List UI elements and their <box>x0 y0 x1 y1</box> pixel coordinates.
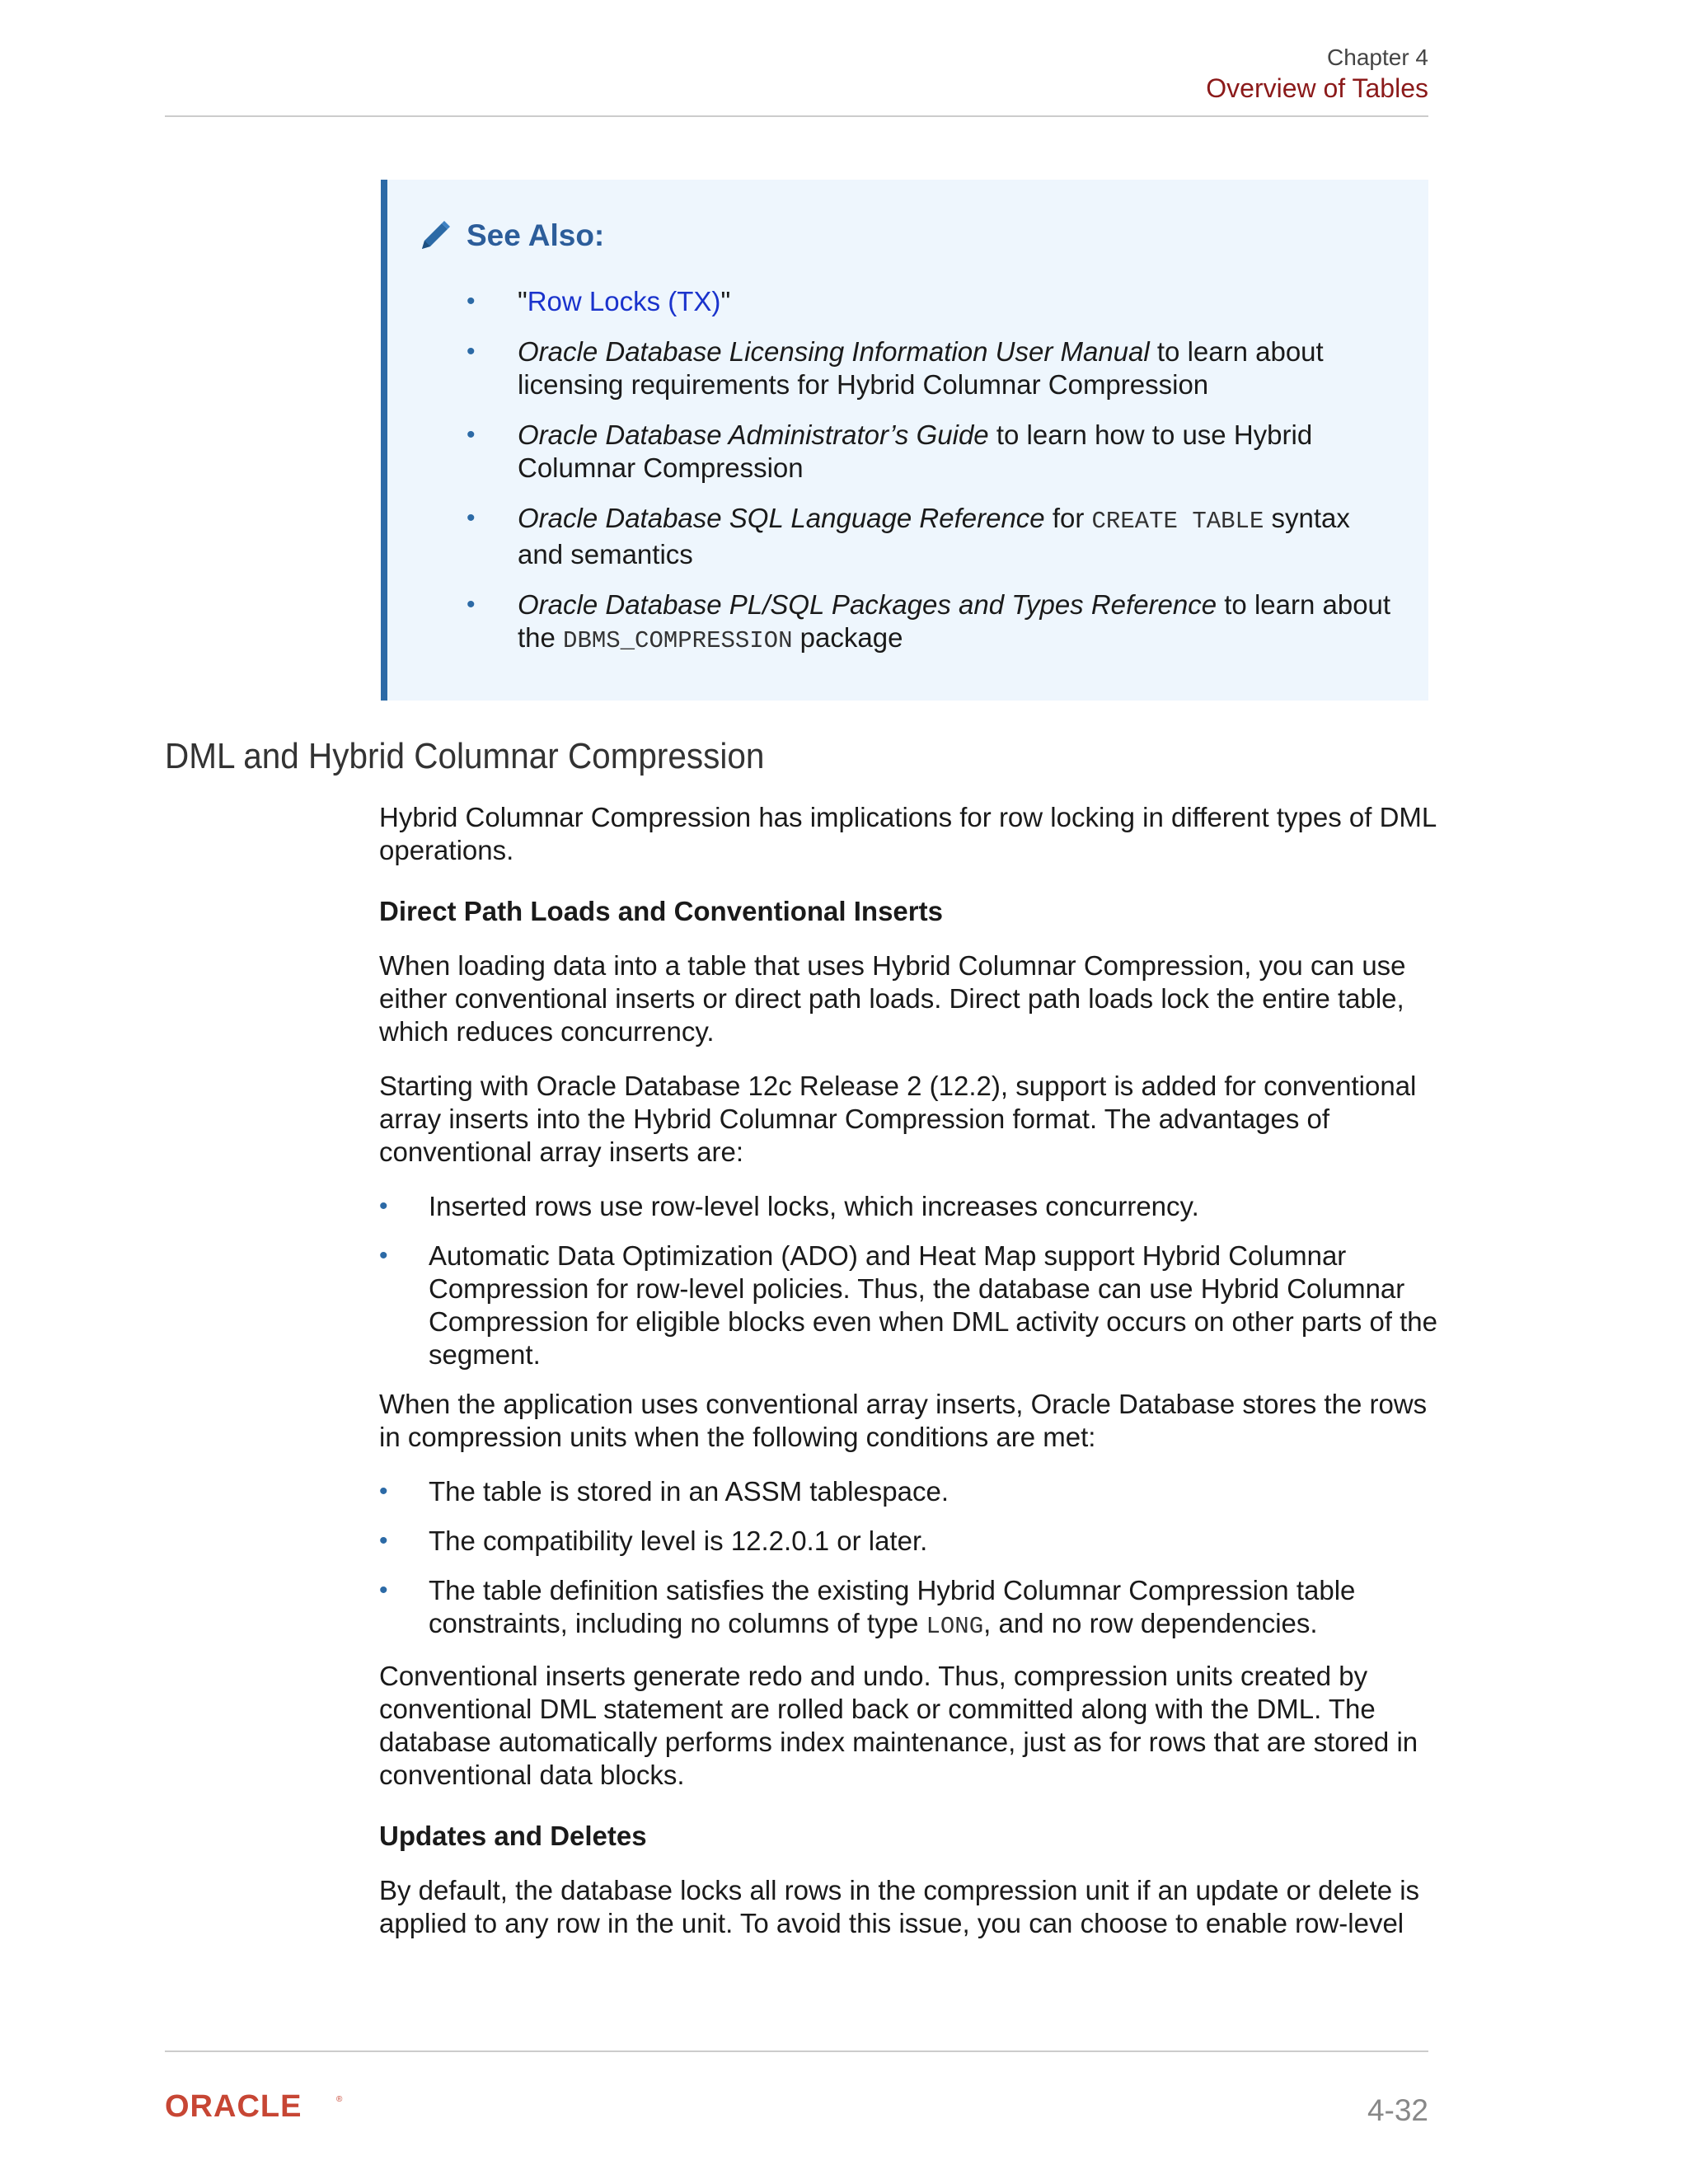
bullet-icon: • <box>467 591 476 618</box>
see-also-item: • Oracle Database Administrator’s Guide to learn how to use Hybrid Columnar Compression <box>467 419 1313 483</box>
see-also-item: • Oracle Database PL/SQL Packages and Types Reference to learn about the DBMS_COMPRESSION package <box>467 589 1391 654</box>
list-item: • Automatic Data Optimization (ADO) and Heat Map support Hybrid Columnar Compression for row-level policies. Thus, the database can use Hybrid Columnar Compression for eligible blocks even when DML activity occurs on other parts of the segment. <box>379 1240 1438 1370</box>
subheading: Updates and Deletes <box>379 1821 647 1851</box>
row-locks-link[interactable]: Row Locks (TX) <box>527 286 721 316</box>
section-title: DML and Hybrid Columnar Compression <box>165 736 765 776</box>
see-also-box <box>381 180 1428 701</box>
bullet-icon: • <box>467 421 476 448</box>
bullet-icon: • <box>467 504 476 532</box>
book-title: Oracle Database SQL Language Reference <box>518 503 1045 533</box>
chapter-title: Overview of Tables <box>1206 73 1428 103</box>
conditions-list <box>379 1475 1438 1643</box>
paragraph: When loading data into a table that uses Hybrid Columnar Compression, you can use either conventional inserts or direct path loads. Direct path loads lock the entire table, which reduces concurrency. <box>379 950 1406 1047</box>
book-title: Oracle Database Administrator’s Guide <box>518 419 989 450</box>
paragraph: When the application uses conventional array inserts, Oracle Database stores the rows in compression units when the following conditions are met: <box>379 1389 1428 1452</box>
see-also-item: • Oracle Database Licensing Information User Manual to learn about licensing requirements for Hybrid Columnar Compression <box>467 336 1324 400</box>
list-item: • Inserted rows use row-level locks, which increases concurrency. <box>379 1191 1199 1221</box>
paragraph: By default, the database locks all rows in the compression unit if an update or delete is applied to any row in the unit. To avoid this issue, you can choose to enable row-level <box>379 1875 1420 1938</box>
bullet-icon: • <box>379 1577 388 1604</box>
code-text: LONG <box>926 1613 984 1640</box>
list-item: • The table is stored in an ASSM tablespace. <box>379 1476 950 1507</box>
bullet-icon: • <box>379 1193 388 1220</box>
see-also-list <box>387 285 1426 675</box>
oracle-logo <box>165 2092 346 2125</box>
code-text: DBMS_COMPRESSION <box>563 627 793 654</box>
bullet-icon: • <box>379 1478 388 1505</box>
book-title: Oracle Database PL/SQL Packages and Types Reference <box>518 589 1217 620</box>
paragraph: Conventional inserts generate redo and undo. Thus, compression units created by conventional DML statement are rolled back or committed along with the DML. The database automatically performs index maintenance, just as for rows that are stored in conventional data blocks. <box>379 1661 1418 1790</box>
see-also-item: • "Row Locks (TX)" <box>467 286 731 316</box>
header-divider <box>165 115 1428 117</box>
bullet-icon: • <box>467 338 476 365</box>
bullet-icon: • <box>467 288 476 315</box>
svg-text:ORACLE: ORACLE <box>165 2092 302 2121</box>
code-text: CREATE TABLE <box>1091 508 1264 535</box>
bullet-icon: • <box>379 1527 388 1554</box>
bullet-icon: • <box>379 1242 388 1269</box>
see-also-heading <box>417 218 604 254</box>
page-number: 4-32 <box>1367 2093 1428 2127</box>
see-also-item: • Oracle Database SQL Language Reference for CREATE TABLE syntax and semantics <box>467 503 1350 569</box>
pencil-icon <box>417 218 453 254</box>
paragraph: Starting with Oracle Database 12c Release 2 (12.2), support is added for conventional array inserts into the Hybrid Columnar Compression format. The advantages of conventional array inserts are: <box>379 1071 1417 1167</box>
list-item: • The compatibility level is 12.2.0.1 or later. <box>379 1526 928 1556</box>
book-title: Oracle Database Licensing Information User Manual <box>518 336 1150 367</box>
list-item: • The table definition satisfies the existing Hybrid Columnar Compression table constraints, including no columns of type LONG, and no row dependencies. <box>379 1575 1356 1640</box>
footer-divider <box>165 2050 1428 2052</box>
section-body <box>379 801 1438 1961</box>
see-also-title: See Also: <box>467 218 605 252</box>
chapter-label: Chapter 4 <box>1327 45 1428 70</box>
advantages-list <box>379 1190 1438 1371</box>
svg-text:®: ® <box>336 2095 343 2104</box>
subheading: Direct Path Loads and Conventional Inserts <box>379 896 943 926</box>
paragraph: Hybrid Columnar Compression has implications for row locking in different types of DML operations. <box>379 802 1437 865</box>
